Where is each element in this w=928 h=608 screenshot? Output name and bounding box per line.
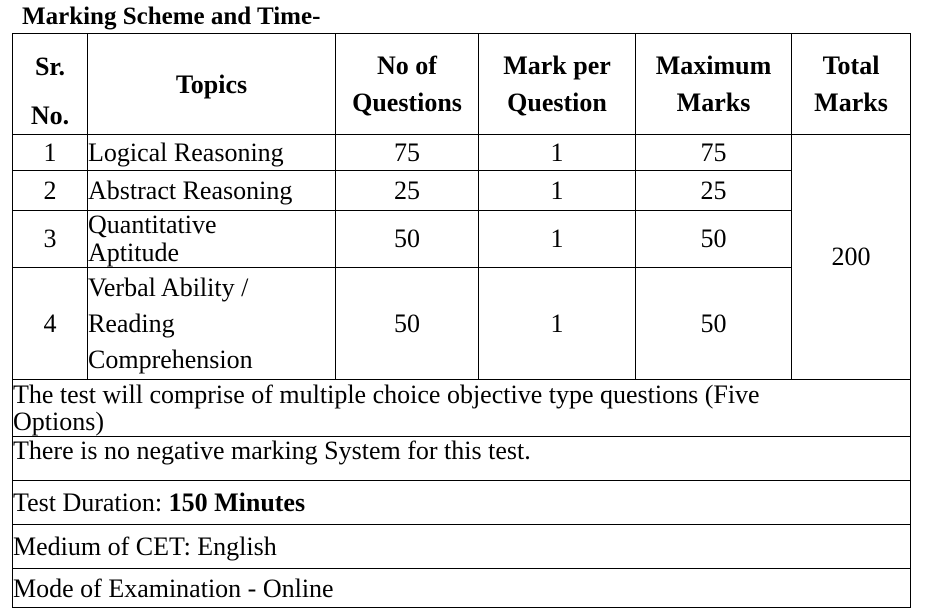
header-sr-no xyxy=(13,34,88,135)
page-title: Marking Scheme and Time- xyxy=(22,3,321,30)
table-row xyxy=(13,135,911,171)
row-questions: 50 xyxy=(336,211,479,268)
header-mark-per-question xyxy=(479,34,636,135)
note-row-mode xyxy=(13,569,911,608)
row-maximum-marks: 75 xyxy=(636,135,792,171)
row-topic xyxy=(88,211,336,268)
row-mark-per-question: 1 xyxy=(479,135,636,171)
table-header-row xyxy=(13,34,911,135)
note-row-format xyxy=(13,380,911,437)
row-questions: 75 xyxy=(336,135,479,171)
note-format-line2: Options) xyxy=(13,407,104,436)
note-medium: Medium of CET: English xyxy=(13,525,911,569)
header-total-line1: Total xyxy=(822,51,880,80)
note-row-medium xyxy=(13,525,911,569)
row-sr-no: 4 xyxy=(13,268,88,380)
row-maximum-marks: 50 xyxy=(636,211,792,268)
note-test-duration xyxy=(13,481,911,525)
header-mark-line1: Mark per xyxy=(503,51,611,80)
header-topics: Topics xyxy=(88,34,336,135)
row-sr-no: 2 xyxy=(13,171,88,211)
table-row xyxy=(13,171,911,211)
row-mark-per-question: 1 xyxy=(479,211,636,268)
duration-value: 150 Minutes xyxy=(168,488,306,517)
note-negative-marking: There is no negative marking System for this test. xyxy=(13,437,911,481)
row-sr-no: 1 xyxy=(13,135,88,171)
header-mark-line2: Question xyxy=(507,88,607,117)
row-sr-no: 3 xyxy=(13,211,88,268)
row-mark-per-question: 1 xyxy=(479,171,636,211)
total-marks-value: 200 xyxy=(792,135,911,380)
row-topic: Logical Reasoning xyxy=(88,135,336,171)
row-topic-line: Comprehension xyxy=(88,344,253,374)
row-topic-line: Quantitative xyxy=(88,210,217,239)
note-format-line1: The test will comprise of multiple choice objective type questions (Five xyxy=(13,380,760,409)
header-no-of-questions xyxy=(336,34,479,135)
note-question-format xyxy=(13,380,911,437)
row-questions: 50 xyxy=(336,268,479,380)
table-row xyxy=(13,211,911,268)
row-mark-per-question: 1 xyxy=(479,268,636,380)
row-topic: Abstract Reasoning xyxy=(88,171,336,211)
row-maximum-marks: 50 xyxy=(636,268,792,380)
row-questions: 25 xyxy=(336,171,479,211)
header-total-marks xyxy=(792,34,911,135)
row-topic-line: Reading xyxy=(88,308,175,338)
row-topic xyxy=(88,268,336,380)
note-row-negative-marking xyxy=(13,437,911,481)
header-max-line1: Maximum xyxy=(655,51,772,80)
note-row-duration xyxy=(13,481,911,525)
header-total-line2: Marks xyxy=(814,88,888,117)
header-questions-line2: Questions xyxy=(352,88,462,117)
header-sr-line2: No. xyxy=(30,101,70,130)
header-sr-line1: Sr. xyxy=(34,52,66,81)
duration-label: Test Duration: xyxy=(13,488,169,517)
row-topic-line: Aptitude xyxy=(88,238,179,267)
note-mode: Mode of Examination - Online xyxy=(13,569,911,608)
marking-scheme-table xyxy=(12,33,911,608)
header-maximum-marks xyxy=(636,34,792,135)
row-maximum-marks: 25 xyxy=(636,171,792,211)
header-questions-line1: No of xyxy=(377,51,437,80)
row-topic-line: Verbal Ability / xyxy=(88,272,249,302)
header-max-line2: Marks xyxy=(676,88,751,117)
table-row xyxy=(13,268,911,380)
